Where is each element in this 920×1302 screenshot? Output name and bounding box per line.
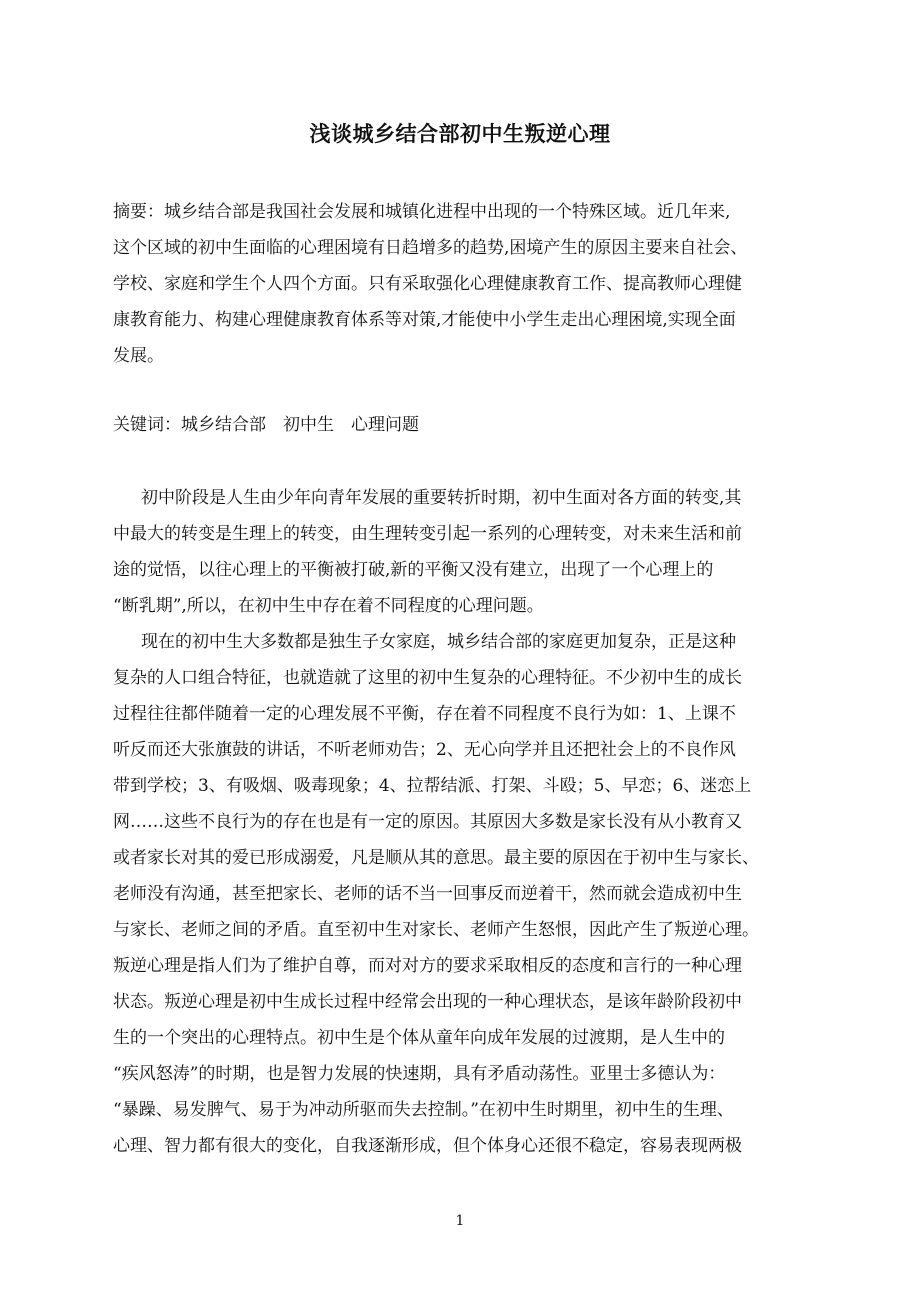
paragraph-line: 状态。叛逆心理是初中生成长过程中经常会出现的一种心理状态，是该年龄阶段初中 bbox=[113, 992, 742, 1012]
keywords bbox=[113, 407, 813, 443]
paragraph-line: 与家长、老师之间的矛盾。直至初中生对家长、老师产生怒恨，因此产生了叛逆心理。 bbox=[113, 920, 759, 940]
abstract-line: 这个区域的初中生面临的心理困境有日趋增多的趋势,困境产生的原因主要来自社会、 bbox=[113, 238, 748, 258]
paragraph-line: 叛逆心理是指人们为了维护自尊，而对对方的要求采取相反的态度和言行的一种心理 bbox=[113, 956, 742, 976]
paragraph-line: 网……这些不良行为的存在也是有一定的原因。其原因大多数是家长没有从小教育又 bbox=[113, 812, 742, 832]
keywords-label: 关键词： bbox=[113, 415, 181, 435]
paragraph-line: 生的一个突出的心理特点。初中生是个体从童年向成年发展的过渡期，是人生中的 bbox=[113, 1028, 725, 1048]
paragraph-line: 带到学校；3、有吸烟、吸毒现象；4、拉帮结派、打架、斗殴；5、早恋；6、迷恋上 bbox=[113, 776, 752, 796]
paragraph-line: 心理、智力都有很大的变化，自我逐渐形成，但个体身心还很不稳定，容易表现两极 bbox=[113, 1136, 742, 1156]
paragraph-line: “疾风怒涛”的时期，也是智力发展的快速期，具有矛盾动荡性。亚里士多德认为： bbox=[113, 1064, 726, 1084]
page-number: 1 bbox=[455, 1213, 465, 1229]
paragraph-line: 或者家长对其的爱已形成溺爱，凡是顺从其的意思。最主要的原因在于初中生与家长、 bbox=[113, 848, 759, 868]
paragraph-line: 途的觉悟，以往心理上的平衡被打破,新的平衡又没有建立，出现了一个心理上的 bbox=[113, 560, 714, 580]
paragraph-line: 初中阶段是人生由少年向青年发展的重要转折时期，初中生面对各方面的转变,其 bbox=[141, 488, 742, 508]
paragraph-line: 中最大的转变是生理上的转变，由生理转变引起一系列的心理转变，对未来生活和前 bbox=[113, 524, 742, 544]
abstract-line: 康教育能力、构建心理健康教育体系等对策,才能使中小学生走出心理困境,实现全面 bbox=[113, 310, 736, 330]
paragraph-line: 现在的初中生大多数都是独生子女家庭，城乡结合部的家庭更加复杂，正是这种 bbox=[141, 632, 736, 652]
paragraph-line: 过程往往都伴随着一定的心理发展不平衡，存在着不同程度不良行为如：1、上课不 bbox=[113, 704, 736, 724]
paragraph-line: “断乳期”,所以，在初中生中存在着不同程度的心理问题。 bbox=[113, 596, 544, 616]
keyword-item: 初中生 bbox=[283, 415, 334, 435]
paragraph-line: 老师没有沟通，甚至把家长、老师的话不当一回事反而逆着干，然而就会造成初中生 bbox=[113, 884, 742, 904]
paragraph-line: 复杂的人口组合特征，也就造就了这里的初中生复杂的心理特征。不少初中生的成长 bbox=[113, 668, 742, 688]
abstract-line: 摘要：城乡结合部是我国社会发展和城镇化进程中出现的一个特殊区域。近几年来, bbox=[113, 202, 731, 222]
abstract-line: 学校、家庭和学生个人四个方面。只有采取强化心理健康教育工作、提高教师心理健 bbox=[113, 274, 742, 294]
document-title: 浅谈城乡结合部初中生叛逆心理 bbox=[309, 122, 611, 146]
abstract-line: 发展。 bbox=[113, 346, 164, 366]
paragraph-line: 听反而还大张旗鼓的讲话，不听老师劝告；2、无心向学并且还把社会上的不良作风 bbox=[113, 740, 736, 760]
keyword-item: 心理问题 bbox=[351, 415, 419, 435]
paragraph-line: “暴躁、易发脾气、易于为冲动所驱而失去控制。”在初中生时期里，初中生的生理、 bbox=[113, 1100, 734, 1120]
keyword-item: 城乡结合部 bbox=[181, 415, 266, 435]
